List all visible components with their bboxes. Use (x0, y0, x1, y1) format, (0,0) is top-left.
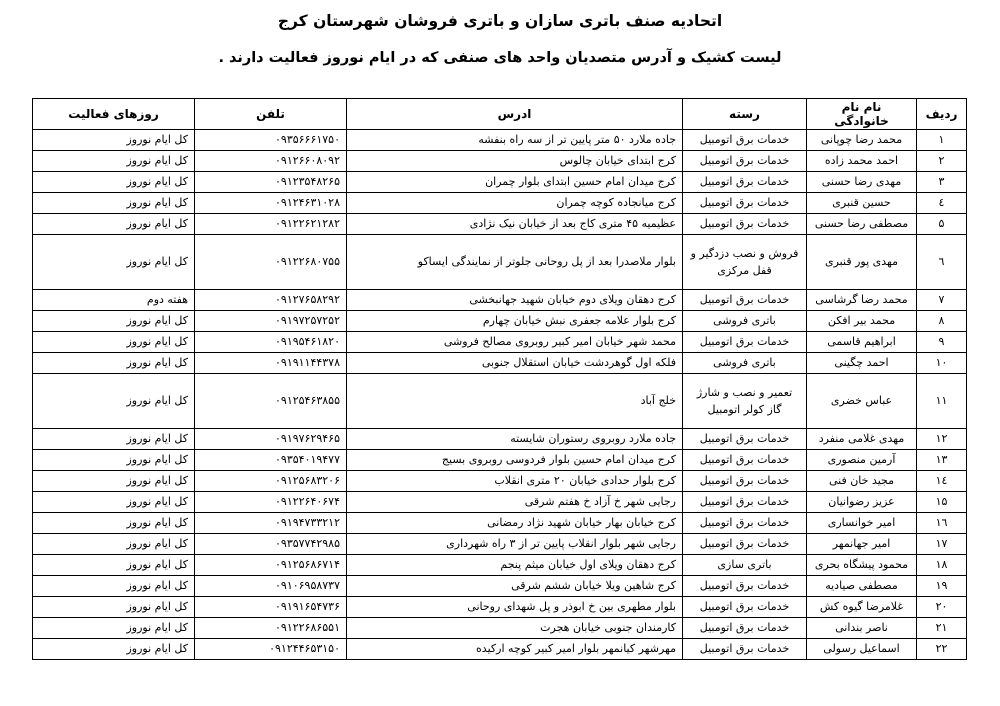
table-row (33, 353, 967, 374)
cell-active-days: کل ایام نوروز (33, 513, 195, 534)
cell-address: کرج دهقان ویلای دوم خیابان شهید جهانبخشی (347, 290, 683, 311)
cell-category: خدمات برق اتومبیل (683, 214, 807, 235)
cell-row-number: ۱۵ (917, 492, 967, 513)
cell-active-days: کل ایام نوروز (33, 151, 195, 172)
page-subtitle: لیست کشیک و آدرس متصدیان واحد های صنفی که در ایام نوروز فعالیت دارند . (218, 50, 782, 66)
table-row (33, 429, 967, 450)
cell-full-name: محمود پیشگاه بحری (807, 555, 917, 576)
table-row (33, 513, 967, 534)
table-row (33, 555, 967, 576)
cell-address: فلکه اول گوهردشت خیابان استقلال جنوبی (347, 353, 683, 374)
cell-full-name: مجید خان فنی (807, 471, 917, 492)
cell-category: خدمات برق اتومبیل (683, 639, 807, 660)
cell-phone: ۰۹۱۹۵۴۶۱۸۲۰ (195, 332, 347, 353)
cell-active-days: کل ایام نوروز (33, 235, 195, 290)
cell-active-days: کل ایام نوروز (33, 471, 195, 492)
cell-full-name: امیر خوانساری (807, 513, 917, 534)
cell-full-name: مهدی رضا حسنی (807, 172, 917, 193)
cell-active-days: کل ایام نوروز (33, 618, 195, 639)
cell-row-number: ٤ (917, 193, 967, 214)
column-header-address: ادرس (347, 99, 683, 130)
cell-active-days: کل ایام نوروز (33, 597, 195, 618)
cell-row-number: ۸ (917, 311, 967, 332)
cell-category: خدمات برق اتومبیل (683, 151, 807, 172)
table-row (33, 193, 967, 214)
cell-full-name: احمد محمد زاده (807, 151, 917, 172)
cell-active-days: هفته دوم (33, 290, 195, 311)
cell-full-name: اسماعیل رسولی (807, 639, 917, 660)
cell-active-days: کل ایام نوروز (33, 492, 195, 513)
cell-category: خدمات برق اتومبیل (683, 597, 807, 618)
cell-phone: ۰۹۱۹۷۶۲۹۴۶۵ (195, 429, 347, 450)
cell-full-name: محمد بیر افکن (807, 311, 917, 332)
cell-phone: ۰۹۳۵۴۰۱۹۴۷۷ (195, 450, 347, 471)
cell-category: خدمات برق اتومبیل (683, 513, 807, 534)
cell-phone: ۰۹۱۲۵۶۸۶۷۱۴ (195, 555, 347, 576)
table-row (33, 471, 967, 492)
cell-row-number: ۱۱ (917, 374, 967, 429)
cell-row-number: ۵ (917, 214, 967, 235)
cell-row-number: ۱۹ (917, 576, 967, 597)
cell-phone: ۰۹۱۲۵۴۶۳۸۵۵ (195, 374, 347, 429)
cell-address: کرج شاهین ویلا خیابان ششم شرقی (347, 576, 683, 597)
column-header-row-number: ردیف (917, 99, 967, 130)
cell-category: خدمات برق اتومبیل (683, 492, 807, 513)
cell-phone: ۰۹۱۹۷۲۵۷۲۵۲ (195, 311, 347, 332)
cell-active-days: کل ایام نوروز (33, 534, 195, 555)
cell-address: رجایی شهر بلوار انقلاب پایین تر از ۳ راه شهرداری (347, 534, 683, 555)
cell-full-name: امیر جهانمهر (807, 534, 917, 555)
cell-active-days: کل ایام نوروز (33, 576, 195, 597)
cell-row-number: ۱۳ (917, 450, 967, 471)
cell-active-days: کل ایام نوروز (33, 214, 195, 235)
cell-active-days: کل ایام نوروز (33, 193, 195, 214)
cell-category: خدمات برق اتومبیل (683, 193, 807, 214)
cell-address: عظیمیه ۴۵ متری کاج بعد از خیابان نیک نژادی (347, 214, 683, 235)
cell-full-name: عزیز رضوانیان (807, 492, 917, 513)
cell-address: محمد شهر خیابان امیر کبیر روبروی مصالح فروشی (347, 332, 683, 353)
cell-row-number: ۱۰ (917, 353, 967, 374)
cell-category: خدمات برق اتومبیل (683, 290, 807, 311)
cell-full-name: مهدی پور قنبری (807, 235, 917, 290)
cell-active-days: کل ایام نوروز (33, 429, 195, 450)
cell-row-number: ۲ (917, 151, 967, 172)
cell-full-name: مصطفی رضا حسنی (807, 214, 917, 235)
cell-phone: ۰۹۱۲۳۵۴۸۲۶۵ (195, 172, 347, 193)
cell-active-days: کل ایام نوروز (33, 639, 195, 660)
cell-active-days: کل ایام نوروز (33, 130, 195, 151)
table-row (33, 214, 967, 235)
cell-category: خدمات برق اتومبیل (683, 450, 807, 471)
table-row (33, 172, 967, 193)
table-row (33, 374, 967, 429)
cell-active-days: کل ایام نوروز (33, 353, 195, 374)
cell-category: خدمات برق اتومبیل (683, 618, 807, 639)
cell-phone: ۰۹۱۲۷۶۵۸۲۹۲ (195, 290, 347, 311)
cell-address: کارمندان جنوبی خیابان هجرت (347, 618, 683, 639)
page-title: اتحادیه صنف باتری سازان و باتری فروشان شهرستان کرج (277, 12, 723, 30)
cell-address: کرج میانجاده کوچه چمران (347, 193, 683, 214)
cell-address: بلوار مطهری بین خ ابوذر و پل شهدای روحانی (347, 597, 683, 618)
cell-phone: ۰۹۱۰۶۹۵۸۷۳۷ (195, 576, 347, 597)
cell-phone: ۰۹۱۲۶۶۰۸۰۹۲ (195, 151, 347, 172)
column-header-full-name: نام نام خانوادگی (807, 99, 917, 130)
cell-row-number: ۱٤ (917, 471, 967, 492)
cell-active-days: کل ایام نوروز (33, 374, 195, 429)
table-row (33, 597, 967, 618)
cell-row-number: ۲۱ (917, 618, 967, 639)
cell-address: مهرشهر کیانمهر بلوار امیر کبیر کوچه ارکیده (347, 639, 683, 660)
cell-full-name: آرمین منصوری (807, 450, 917, 471)
table-row (33, 311, 967, 332)
cell-active-days: کل ایام نوروز (33, 332, 195, 353)
cell-address: کرج بلوار حدادی خیابان ۲۰ متری انقلاب (347, 471, 683, 492)
cell-active-days: کل ایام نوروز (33, 555, 195, 576)
column-header-active-days: روزهای فعالیت (33, 99, 195, 130)
cell-category: خدمات برق اتومبیل (683, 130, 807, 151)
column-header-category: رسته (683, 99, 807, 130)
table-row (33, 492, 967, 513)
table-row (33, 450, 967, 471)
cell-row-number: ۲۲ (917, 639, 967, 660)
cell-address: کرج دهقان ویلای اول خیابان میثم پنجم (347, 555, 683, 576)
cell-category: باتری سازی (683, 555, 807, 576)
cell-category: باتری فروشی (683, 353, 807, 374)
cell-category: تعمیر و نصب و شارژ گاز کولر اتومبیل (683, 374, 807, 429)
cell-full-name: احمد چگینی (807, 353, 917, 374)
cell-category: خدمات برق اتومبیل (683, 332, 807, 353)
cell-full-name: حسین قنبری (807, 193, 917, 214)
cell-category: خدمات برق اتومبیل (683, 429, 807, 450)
cell-row-number: ۱ (917, 130, 967, 151)
cell-row-number: ۱۸ (917, 555, 967, 576)
cell-address: کرج خیابان بهار خیابان شهید نژاد رمضانی (347, 513, 683, 534)
cell-active-days: کل ایام نوروز (33, 172, 195, 193)
cell-address: رجایی شهر خ آزاد خ هفتم شرقی (347, 492, 683, 513)
cell-phone: ۰۹۱۲۵۶۸۳۲۰۶ (195, 471, 347, 492)
cell-full-name: مهدی غلامی منفرد (807, 429, 917, 450)
cell-category: خدمات برق اتومبیل (683, 172, 807, 193)
cell-phone: ۰۹۱۹۱۶۵۴۷۳۶ (195, 597, 347, 618)
cell-full-name: مصطفی صیادیه (807, 576, 917, 597)
table-row (33, 618, 967, 639)
cell-category: فروش و نصب دزدگیر و قفل مرکزی (683, 235, 807, 290)
cell-full-name: ابراهیم قاسمی (807, 332, 917, 353)
cell-phone: ۰۹۱۲۲۶۸۰۷۵۵ (195, 235, 347, 290)
cell-phone: ۰۹۱۹۴۷۳۳۲۱۲ (195, 513, 347, 534)
cell-phone: ۰۹۱۲۴۶۳۱۰۲۸ (195, 193, 347, 214)
cell-category: خدمات برق اتومبیل (683, 471, 807, 492)
cell-full-name: غلامرضا گیوه کش (807, 597, 917, 618)
cell-full-name: محمد رضا گرشاسی (807, 290, 917, 311)
cell-address: کرج میدان امام حسین ابتدای بلوار چمران (347, 172, 683, 193)
cell-row-number: ۹ (917, 332, 967, 353)
column-header-phone: تلفن (195, 99, 347, 130)
cell-full-name: محمد رضا چوپانی (807, 130, 917, 151)
table-row (33, 235, 967, 290)
header-row (33, 99, 967, 130)
cell-phone: ۰۹۱۲۴۴۶۵۳۱۵۰ (195, 639, 347, 660)
cell-full-name: عباس خضری (807, 374, 917, 429)
cell-category: خدمات برق اتومبیل (683, 534, 807, 555)
cell-row-number: ۷ (917, 290, 967, 311)
cell-phone: ۰۹۳۵۶۶۶۱۷۵۰ (195, 130, 347, 151)
table-row (33, 639, 967, 660)
cell-address: کرج ابتدای خیابان چالوس (347, 151, 683, 172)
cell-address: کرج میدان امام حسین بلوار فردوسی روبروی بسیج (347, 450, 683, 471)
table-row (33, 290, 967, 311)
cell-category: خدمات برق اتومبیل (683, 576, 807, 597)
cell-row-number: ۱٦ (917, 513, 967, 534)
cell-phone: ۰۹۱۲۲۶۲۱۲۸۲ (195, 214, 347, 235)
cell-full-name: ناصر بندانی (807, 618, 917, 639)
cell-row-number: ۳ (917, 172, 967, 193)
cell-address: جاده ملارد روبروی رستوران شایسته (347, 429, 683, 450)
cell-phone: ۰۹۱۲۲۶۴۰۶۷۴ (195, 492, 347, 513)
roster-table (32, 98, 967, 660)
table-row (33, 332, 967, 353)
cell-phone: ۰۹۱۹۱۱۴۴۳۷۸ (195, 353, 347, 374)
cell-row-number: ۲۰ (917, 597, 967, 618)
cell-row-number: ۱۷ (917, 534, 967, 555)
cell-address: کرج بلوار علامه جعفری نبش خیابان چهارم (347, 311, 683, 332)
cell-active-days: کل ایام نوروز (33, 311, 195, 332)
cell-phone: ۰۹۱۲۲۶۸۶۵۵۱ (195, 618, 347, 639)
table-row (33, 576, 967, 597)
cell-row-number: ۱۲ (917, 429, 967, 450)
cell-phone: ۰۹۳۵۷۷۴۲۹۸۵ (195, 534, 347, 555)
cell-active-days: کل ایام نوروز (33, 450, 195, 471)
table-row (33, 534, 967, 555)
table-row (33, 151, 967, 172)
cell-address: بلوار ملاصدرا بعد از پل روحانی جلوتر از نمایندگی ایساکو (347, 235, 683, 290)
table-row (33, 130, 967, 151)
cell-row-number: ٦ (917, 235, 967, 290)
cell-address: خلج آباد (347, 374, 683, 429)
cell-address: جاده ملارد ۵۰ متر پایین تر از سه راه بنفشه (347, 130, 683, 151)
cell-category: باتری فروشی (683, 311, 807, 332)
